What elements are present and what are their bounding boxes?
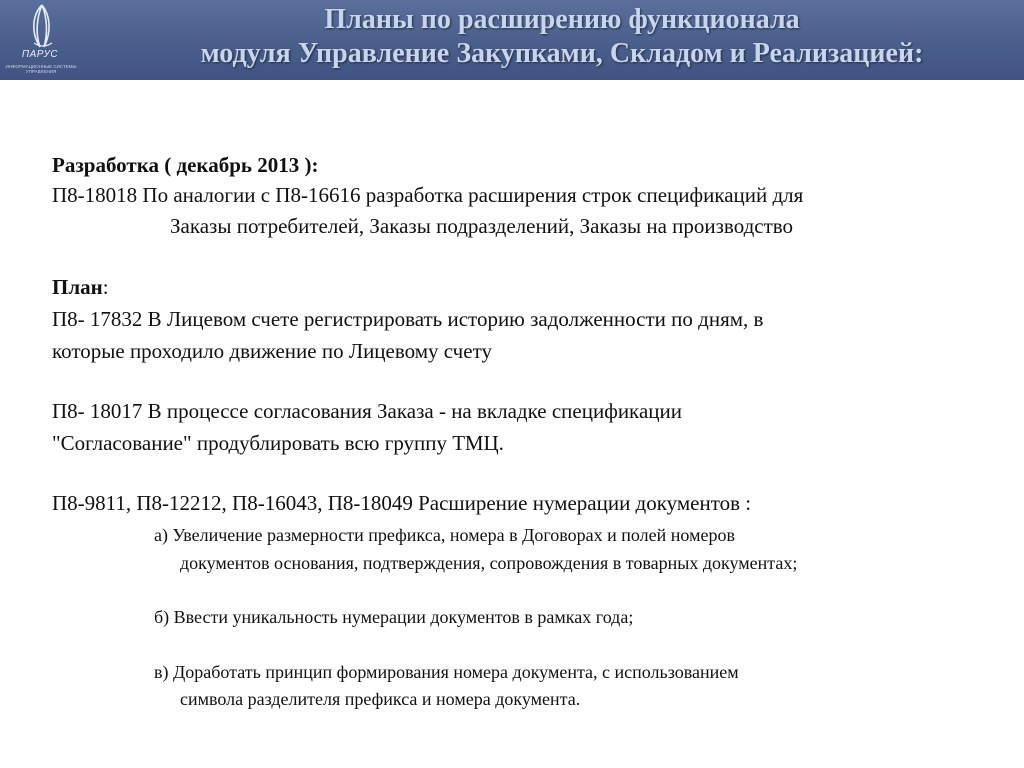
slide-header — [0, 0, 1024, 80]
development-heading: Разработка ( декабрь 2013 ): — [52, 153, 319, 177]
plan-sub-c-line-2: символа разделителя префикса и номера документа. — [180, 689, 581, 709]
plan-sub-a-line-2: документов основания, подтверждения, сопровождения в товарных документах; — [180, 553, 798, 573]
page-title — [100, 3, 1024, 71]
plan-sub-a-line-1: а) Увеличение размерности префикса, номера в Договорах и полей номеров — [154, 525, 735, 545]
development-line-2: Заказы потребителей, Заказы подразделений, Заказы на производство — [170, 214, 794, 238]
plan-sub-b: б) Ввести уникальность нумерации документов в рамках года; — [154, 607, 634, 627]
plan-item-1-line-2: которые проходило движение по Лицевому счету — [52, 339, 492, 363]
plan-heading-colon: : — [102, 275, 109, 299]
logo-name: ПАРУС — [21, 49, 59, 60]
plan-heading-row — [52, 272, 109, 302]
title-line-2: модуля Управление Закупками, Складом и Реализацией: — [200, 38, 924, 69]
title-line-1: Планы по расширению функционала — [324, 4, 800, 35]
logo-subtitle: ИНФОРМАЦИОННЫЕ СИСТЕМЫ УПРАВЛЕНИЯ — [5, 64, 77, 74]
plan-item-2-line-2: "Согласование" продублировать всю группу ТМЦ. — [52, 431, 504, 455]
plan-item-2-line-1: П8- 18017 В процессе согласования Заказа - на вкладке спецификации — [52, 399, 682, 423]
development-line-1: П8-18018 По аналогии с П8-16616 разработка расширения строк спецификаций для — [52, 183, 804, 207]
sail-logo-icon — [28, 3, 56, 49]
plan-item-1-line-1: П8- 17832 В Лицевом счете регистрировать историю задолженности по дням, в — [52, 307, 764, 331]
plan-sub-c-line-1: в) Доработать принцип формирования номера документа, с использованием — [154, 662, 739, 682]
company-logo — [0, 0, 108, 80]
plan-item-3-line-1: П8-9811, П8-12212, П8-16043, П8-18049 Расширение нумерации документов : — [52, 491, 752, 515]
plan-heading: План — [52, 275, 103, 299]
